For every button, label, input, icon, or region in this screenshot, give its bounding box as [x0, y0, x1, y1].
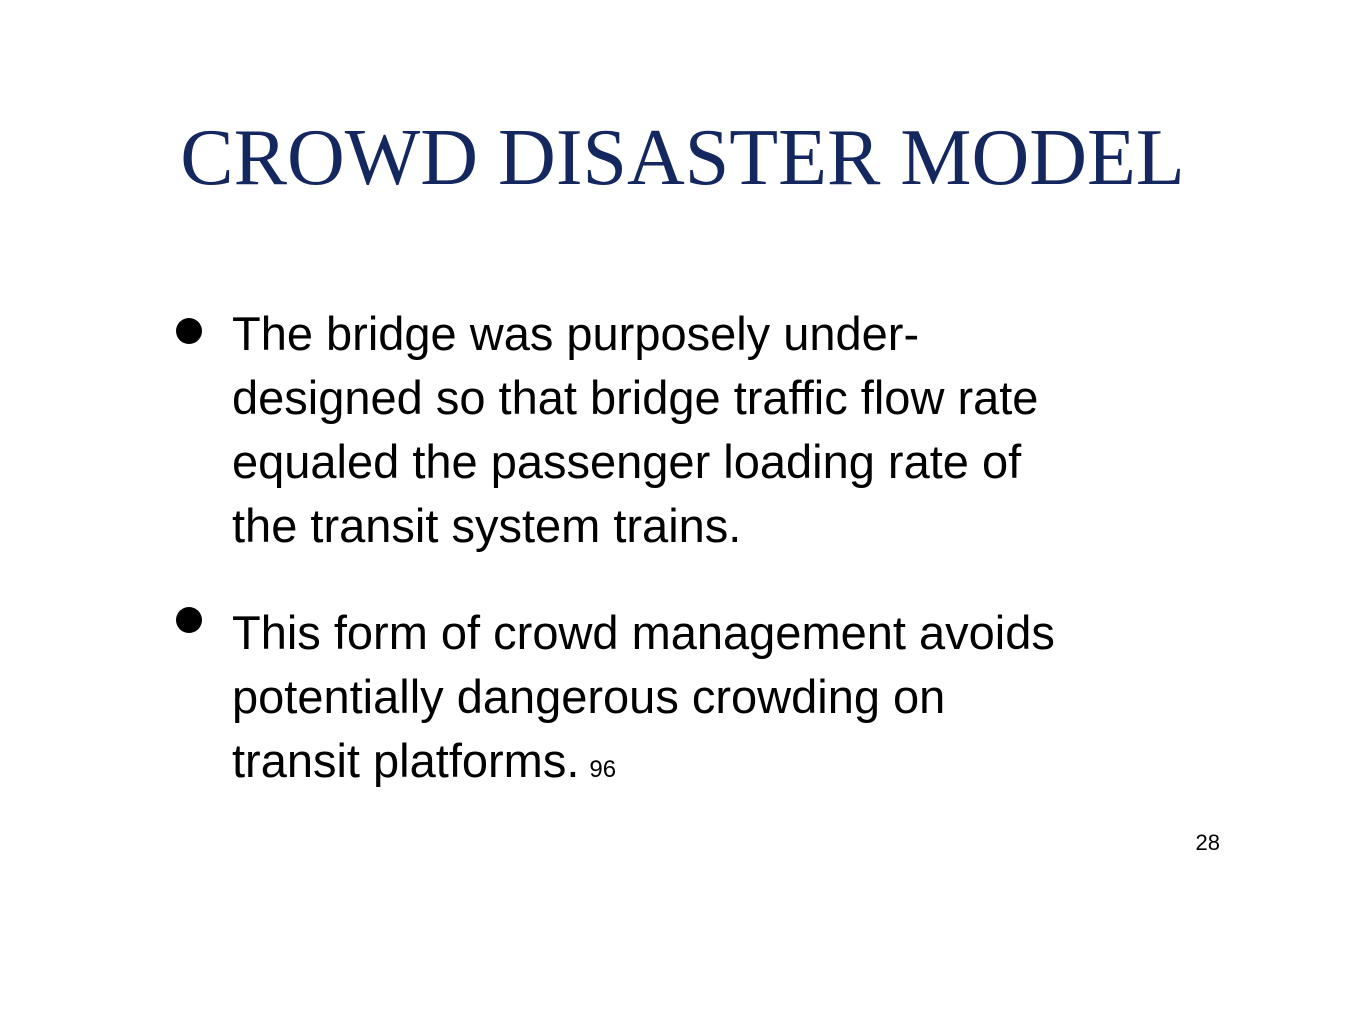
bullet-line: designed so that bridge traffic flow rate	[232, 371, 1039, 424]
bullet-line: This form of crowd management avoids	[232, 606, 1055, 659]
bullet-line: the transit system trains.	[232, 499, 742, 552]
bullet-item	[232, 302, 1242, 558]
bullet-dot-icon	[176, 318, 202, 344]
bullet-line-with-footnote	[232, 729, 1242, 793]
slide-title: CROWD DISASTER MODEL	[180, 114, 1185, 202]
bullet-line: equaled the passenger loading rate of	[232, 435, 1022, 488]
bullet-line: transit platforms.	[232, 734, 580, 787]
bullet-item	[232, 601, 1242, 793]
bullet-dot-icon	[176, 607, 202, 633]
footnote-reference: 96	[589, 756, 617, 783]
bullet-line: The bridge was purposely under-	[232, 307, 920, 360]
bullet-line: potentially dangerous crowding on	[232, 670, 946, 723]
page-number: 28	[1195, 830, 1220, 855]
